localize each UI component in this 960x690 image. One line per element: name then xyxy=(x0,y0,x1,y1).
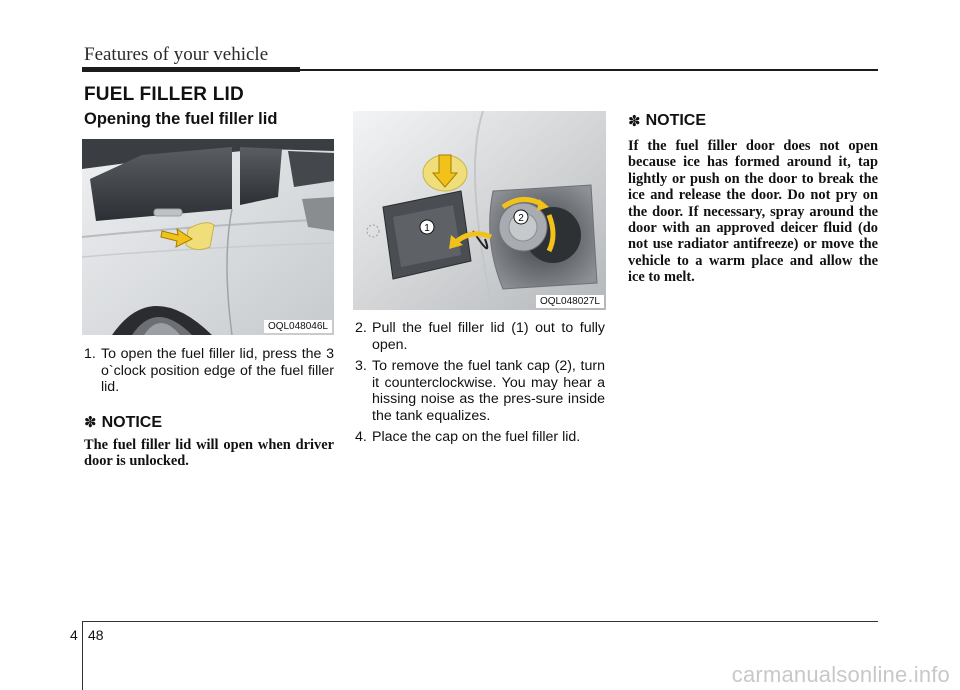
list-item xyxy=(84,346,334,396)
notice-star-icon: ✽ xyxy=(628,113,641,130)
page-number: 48 xyxy=(88,627,104,643)
callout-1: 1 xyxy=(424,223,430,234)
notice-title-text: NOTICE xyxy=(101,413,163,431)
notice-star-icon: ✽ xyxy=(84,413,97,431)
right-column xyxy=(628,112,878,286)
callout-2: 2 xyxy=(518,213,524,224)
figure-fuel-lid-open xyxy=(353,111,606,310)
step-number: 3. xyxy=(355,358,367,374)
step-number: 1. xyxy=(84,346,96,362)
figure-code: OQL048046L xyxy=(264,320,332,333)
steps-list-middle xyxy=(355,320,605,446)
list-item xyxy=(355,320,605,353)
footer-rule xyxy=(82,621,878,622)
footer-divider xyxy=(82,621,83,690)
car-side-illustration xyxy=(82,139,334,335)
section-title: FUEL FILLER LID xyxy=(84,84,244,105)
step-number: 4. xyxy=(355,429,367,445)
header-rule-accent xyxy=(82,67,300,72)
chapter-number: 4 xyxy=(70,627,78,643)
notice-title xyxy=(84,415,334,432)
notice-body: The fuel filler lid will open when driver door is unlocked. xyxy=(84,437,334,470)
watermark: carmanualsonline.info xyxy=(731,662,950,687)
step-text: Place the cap on the fuel filler lid. xyxy=(372,429,581,445)
steps-list-left xyxy=(84,346,334,396)
step-number: 2. xyxy=(355,320,367,336)
figure-code: OQL048027L xyxy=(536,295,604,308)
step-text: To remove the fuel tank cap (2), turn it counterclockwise. You may hear a hissing noise as the pres-sure inside the tank equalizes. xyxy=(372,358,605,424)
notice-title-text: NOTICE xyxy=(645,112,707,129)
figure-car-side xyxy=(82,139,334,335)
list-item xyxy=(355,429,605,446)
notice-title xyxy=(628,112,878,130)
left-column xyxy=(84,346,334,470)
step-text: Pull the fuel filler lid (1) out to fully open. xyxy=(372,320,605,353)
fuel-lid-illustration xyxy=(353,111,606,310)
header-title: Features of your vehicle xyxy=(84,44,269,65)
notice-body: If the fuel filler door does not open because ice has formed around it, tap lightly or push on the door to break the ice and release the door. Do not pry on the door. If necessary, spray around the door with an approved deicer fluid (do not use radiator antifreeze) or move the vehicle to a warm place and allow the ice to melt. xyxy=(628,138,878,286)
subheading: Opening the fuel filler lid xyxy=(84,110,278,128)
step-text: To open the fuel filler lid, press the 3 o`clock position edge of the fuel filler lid. xyxy=(101,346,334,395)
middle-column xyxy=(355,320,605,451)
list-item xyxy=(355,358,605,424)
